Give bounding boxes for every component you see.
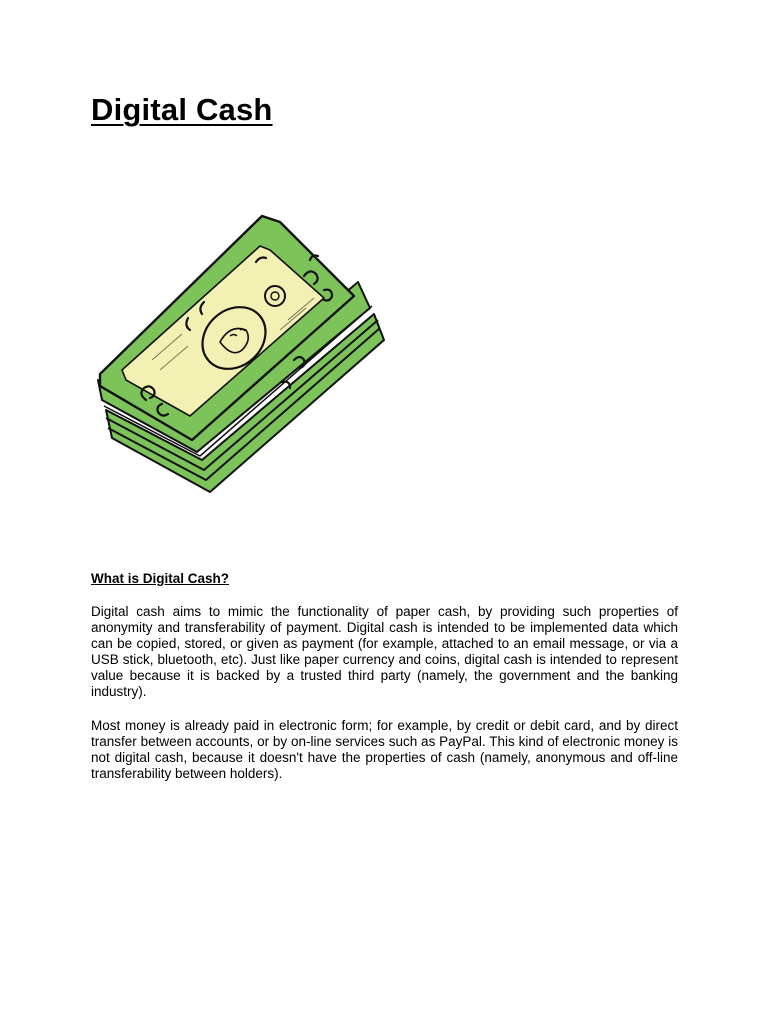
body-paragraph-2: Most money is already paid in electronic form; for example, by credit or debit card, and by direct transfer between accounts, or by on-line services such as PayPal. This kind of electronic money is not digital cash, because it doesn't have the properties of cash (namely, anonymous and off-line transferability between holders). (91, 718, 678, 781)
page-title: Digital Cash (91, 92, 273, 127)
seal-circle (265, 286, 285, 306)
section-heading: What is Digital Cash? (91, 571, 230, 586)
bill-top (100, 216, 354, 440)
money-stack-clipart (92, 210, 387, 495)
body-paragraph-1: Digital cash aims to mimic the functionality of paper cash, by providing such properties of anonymity and transferability of payment. Digital cash is intended to be implemented data which can be copied, stored, or given as payment (for example, attached to an email message, or via a USB stick, bluetooth, etc). Just like paper currency and coins, digital cash is intended to represent value because it is backed by a trusted third party (namely, the government and the banking industry). (91, 604, 678, 699)
